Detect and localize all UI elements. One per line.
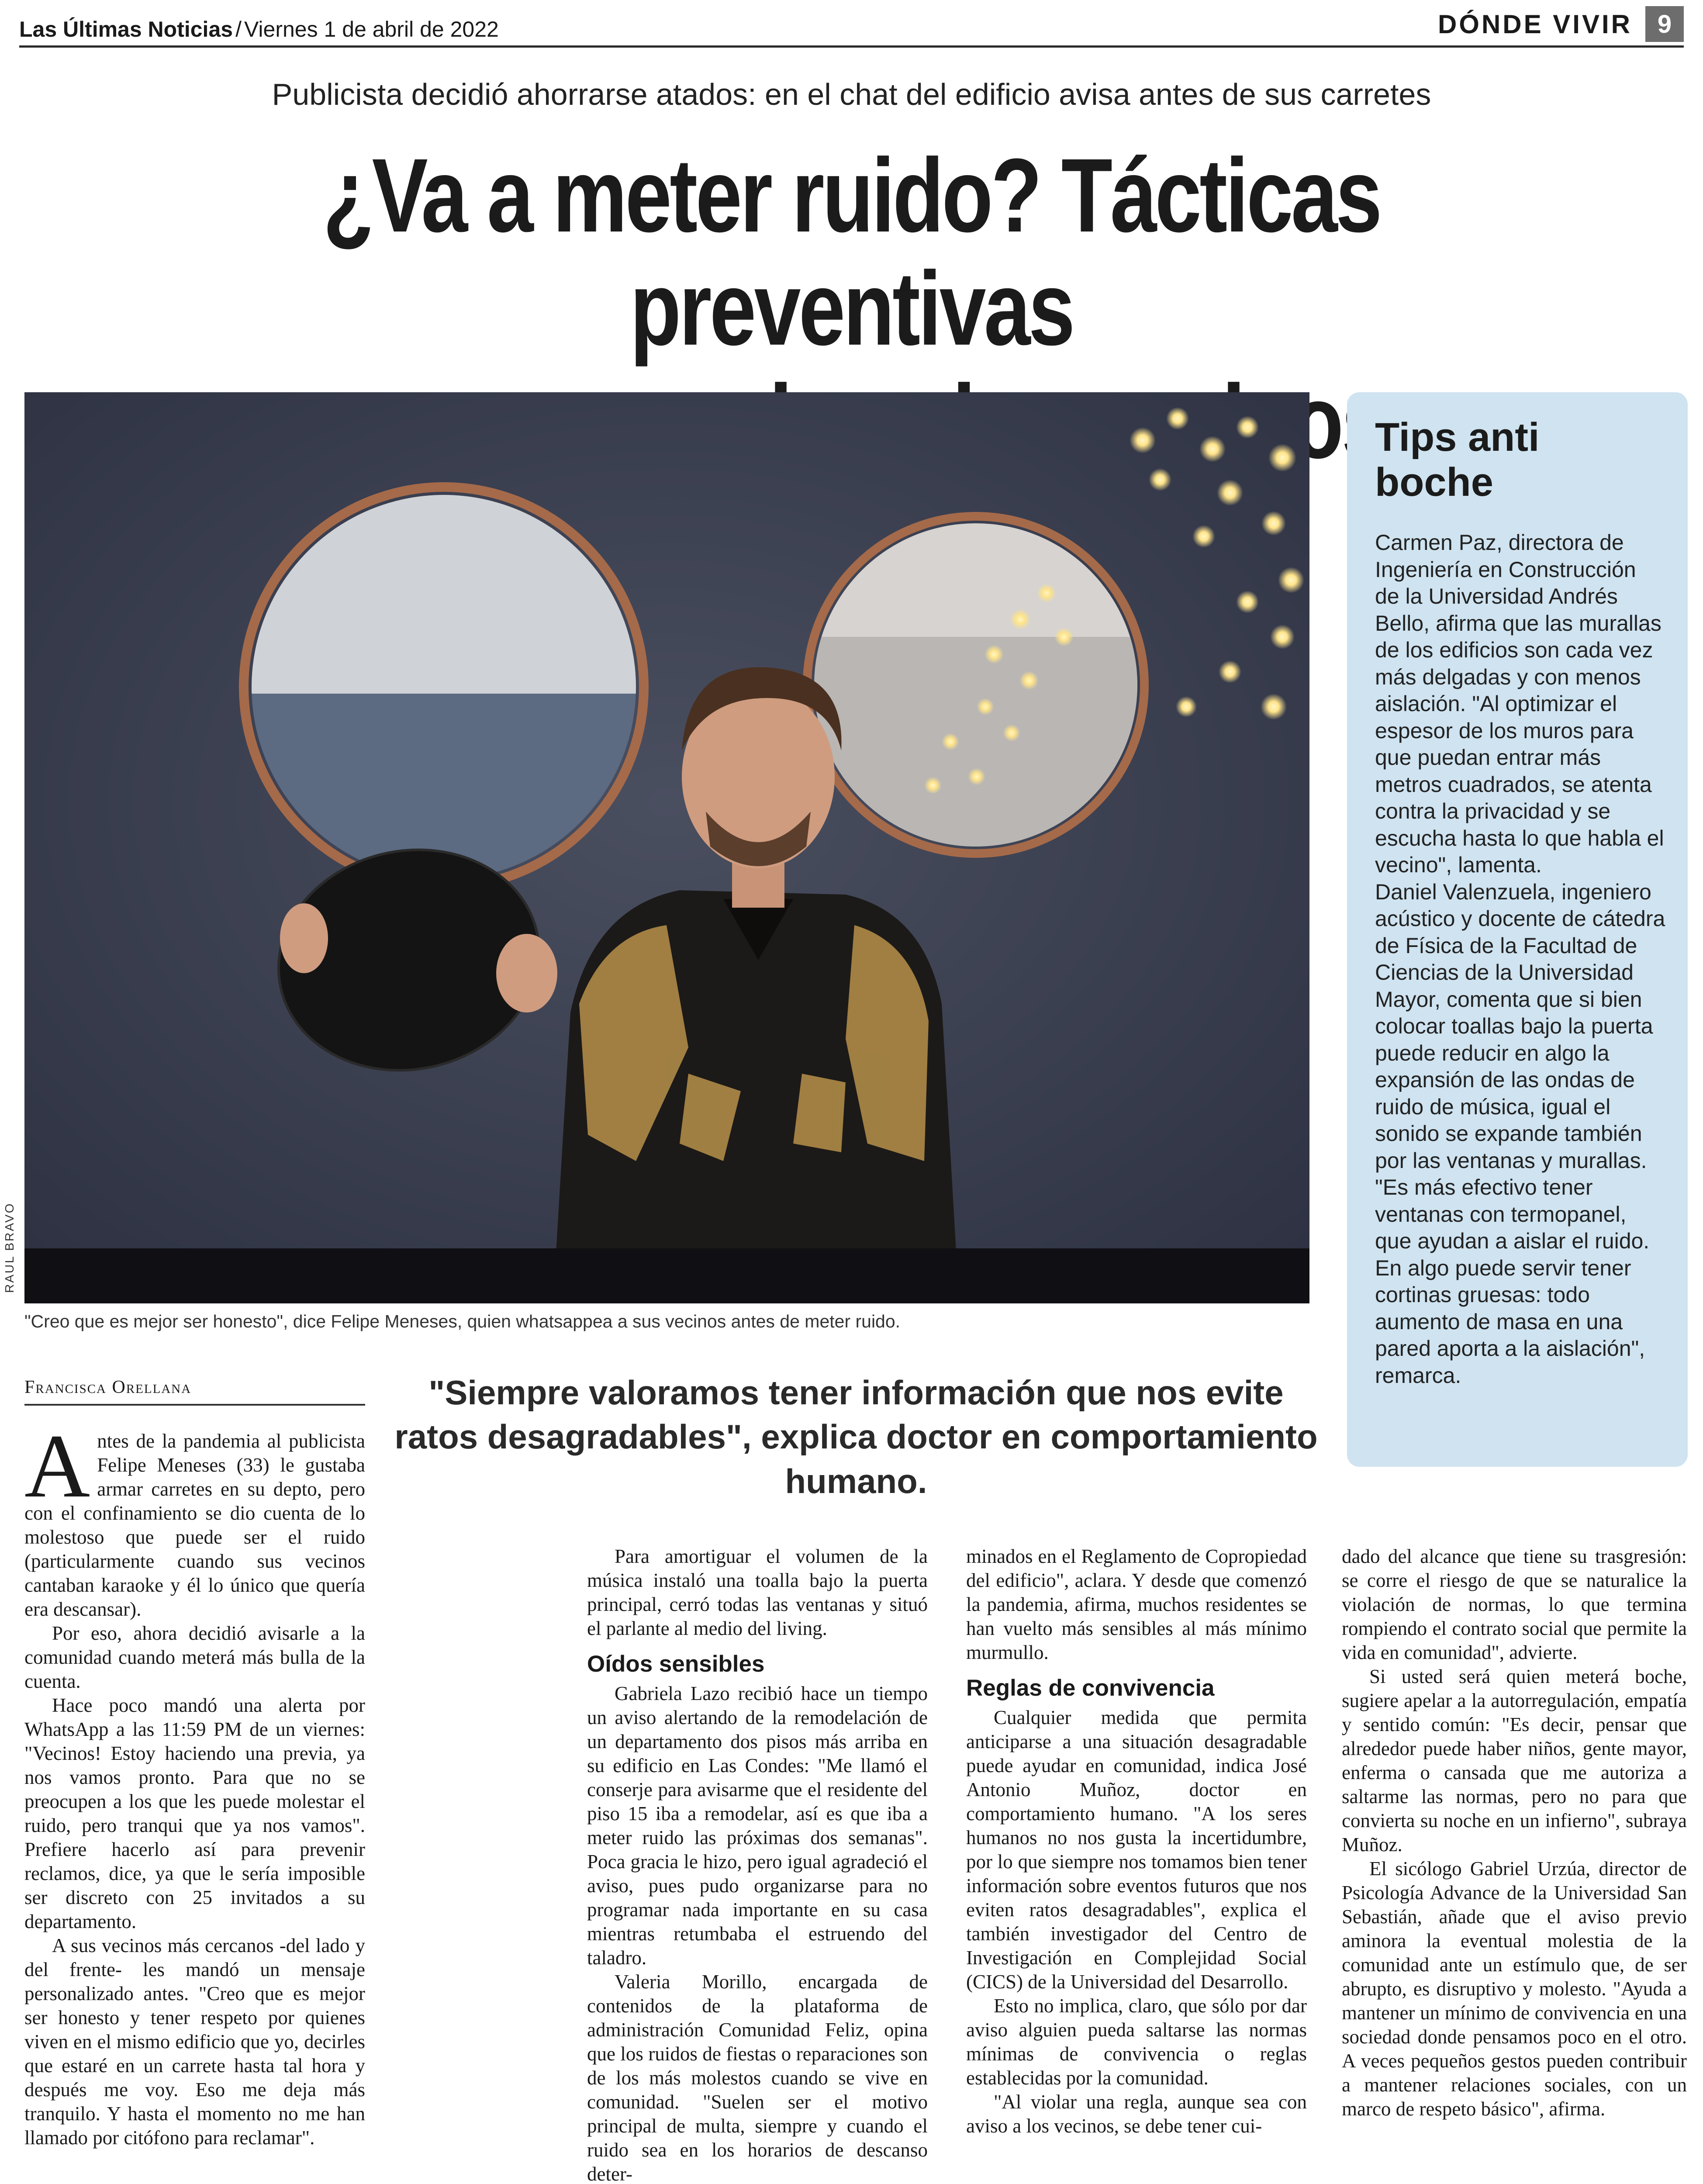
sidebar-title: Tips anti boche [1375, 415, 1540, 505]
body-paragraph: Si usted será quien meterá boche, sugiere apelar a la autorregulación, empatía y sentido común: "Es decir, pensar que alrededor puede haber niños, gente mayor, enferma o cansada que me autoriza a saltarme las normas, pero no para que convierta su noche en un infierno", subraya Muñoz. [1342, 1666, 1687, 1856]
body-paragraph: Para amortiguar el volumen de la música instaló una toalla bajo la puerta principal, cerró todas las ventanas y situó el parlante al medio del living. [587, 1545, 928, 1639]
body-paragraph: Gabriela Lazo recibió hace un tiempo un aviso alertando de la remodelación de un departamento dos pisos más arriba en su edificio en Las Condes: "Me llamó el conserje para avisarme que el residente del piso 15 iba a remodelar, así es que iba a meter ruido las próximas dos semanas". Poca gracia le hizo, pero igual agradeció el aviso, pues pudo organizarse para no programar nada importante en su casa mientras retumbaba el estruendo del taladro. [587, 1683, 928, 1969]
body-paragraph: Hace poco mandó una alerta por WhatsApp a las 11:59 PM de un viernes: "Vecinos! Estoy haciendo una previa, ya nos vamos pronto. Para que no se preocupen a los que les puede molestar el ruido, pero tranqui que ya nos vamos". Prefiere hacerlo así para prevenir reclamos, dice, ya que le sería imposible ser discreto con 25 invitados a su departamento. [24, 1694, 365, 1932]
photo-caption: "Creo que es mejor ser honesto", dice Felipe Meneses, quien whatsappea a sus vecinos antes de meter ruido. [24, 1311, 901, 1331]
issue-date: Viernes 1 de abril de 2022 [244, 17, 499, 41]
header-rule [19, 45, 1684, 48]
section-header [1438, 6, 1684, 42]
section-name: DÓNDE VIVIR [1437, 9, 1632, 39]
photo-illustration [24, 392, 1309, 1303]
body-paragraph: Por eso, ahora decidió avisarle a la comunidad cuando meterá más bulla de la cuenta. [24, 1622, 365, 1692]
photo-credit: RAUL BRAVO [3, 1202, 16, 1293]
body-paragraph: dado del alcance que tiene su trasgresión: se corre el riesgo de que se naturalice la violación de normas, lo que termina rompiendo el contrato social que permite la vida en comunidad", advierte. [1342, 1545, 1687, 1663]
body-paragraph: A sus vecinos más cercanos -del lado y del frente- les mandó un mensaje personalizado antes. "Creo que es mejor ser honesto y tener respeto por quienes viven en el mismo edificio que yo, decirles que estaré en un carrete hasta tal hora y después me voy. Eso me deja más tranquilo. Y hasta el momento no me han llamado por citófono para reclamar". [24, 1935, 365, 2149]
subheading-oidos-sensibles: Oídos sensibles [587, 1651, 765, 1677]
body-column-4 [1342, 1545, 1687, 2121]
body-paragraph: minados en el Reglamento de Copropiedad del edificio", aclara. Y desde que comenzó la pandemia, afirma, muchos residentes se han vuelto más sensibles al más mínimo murmullo. [966, 1545, 1307, 1663]
body-paragraph: "Al violar una regla, aunque sea con aviso a los vecinos, se debe tener cui- [966, 2091, 1307, 2137]
drop-cap: A [24, 1416, 90, 1516]
article-photo [24, 392, 1309, 1303]
kicker: Publicista decidió ahorrarse atados: en el chat del edificio avisa antes de sus carretes [272, 77, 1431, 111]
body-paragraph: Esto no implica, claro, que sólo por dar aviso alguien pueda saltarse las normas mínimas de convivencia o reglas establecidas por la comunidad. [966, 1995, 1307, 2089]
body-paragraph: El sicólogo Gabriel Urzúa, director de Psicología Advance de la Universidad San Sebastián, añade que el aviso previo aminora la eventual molestia de la comunidad ante un estímulo que, de ser abrupto, es disruptivo y molesto. "Ayuda a mantener un mínimo de convivencia en una sociedad donde pensamos poco en el otro. A veces pequeños gestos pueden contribuir a mantener relaciones sociales, con un marco de respeto básico", afirma. [1342, 1858, 1687, 2120]
body-paragraph: ntes de la pandemia al publicista Felipe Meneses (33) le gustaba armar carretes en su depto, pero con el confinamiento se dio cuenta de lo molestoso que puede ser el ruido (particularmente cuando sus vecinos cantaban karaoke y él lo único que quería era descansar). [24, 1430, 365, 1620]
body-column-1 [24, 1416, 365, 2150]
sidebar-paragraph-2: Daniel Valenzuela, ingeniero acústico y docente de cátedra de Física de la Facultad de Ciencias de la Universidad Mayor, comenta que si bien colocar toallas bajo la puerta puede reducir en algo la expansión de las ondas de ruido de música, igual el sonido se expande también por las ventanas y murallas. "Es más efectivo tener ventanas con termopanel, que ayudan a aislar el ruido. En algo puede servir tener cortinas gruesas: todo aumento de masa en una pared aporta a la aislación", remarca. [1375, 879, 1665, 1388]
sidebar-box [1347, 392, 1688, 1467]
body-paragraph: Valeria Morillo, encargada de contenidos de la plataforma de administración Comunidad Feliz, opina que los ruidos de fiestas o reparaciones son de los más molestos cuando se vive en comunidad. "Suelen ser el motivo principal de multa, siempre y cuando el ruido sea en los horarios de descanso deter- [587, 1971, 928, 2184]
body-paragraph: Cualquier medida que permita anticiparse a una situación desagradable puede ayudar en comunidad, indica José Antonio Muñoz, doctor en comportamiento humano. "A los seres humanos no nos gusta la incertidumbre, por lo que siempre nos tomamos bien tener información sobre eventos futuros que nos eviten ratos desagradables", explica el también investigador del Centro de Investigación en Complejidad Social (CICS) de la Universidad del Desarrollo. [966, 1707, 1307, 1993]
sidebar-paragraph-1: Carmen Paz, directora de Ingeniería en Construcción de la Universidad Andrés Bello, afirma que las murallas de los edificios son cada vez más delgadas y con menos aislación. "Al optimizar el espesor de los muros para que puedan entrar más metros cuadrados, se atenta contra la privacidad y se escucha hasta lo que habla el vecino", lamenta. [1375, 530, 1664, 878]
body-column-2 [587, 1545, 928, 2184]
byline: Francisca Orellana [24, 1377, 365, 1406]
pull-quote: "Siempre valoramos tener información que nos evite ratos desagradables", explica doctor en comportamiento humano. [394, 1373, 1318, 1500]
headline-line-1: ¿Va a meter ruido? Tácticas preventivas [323, 137, 1380, 367]
page-number: 9 [1645, 6, 1684, 42]
subheading-reglas-de-convivencia: Reglas de convivencia [966, 1675, 1215, 1701]
masthead-separator: / [235, 17, 242, 41]
body-column-3 [966, 1545, 1307, 2138]
masthead [19, 17, 499, 42]
publication-name: Las Últimas Noticias [19, 17, 233, 41]
